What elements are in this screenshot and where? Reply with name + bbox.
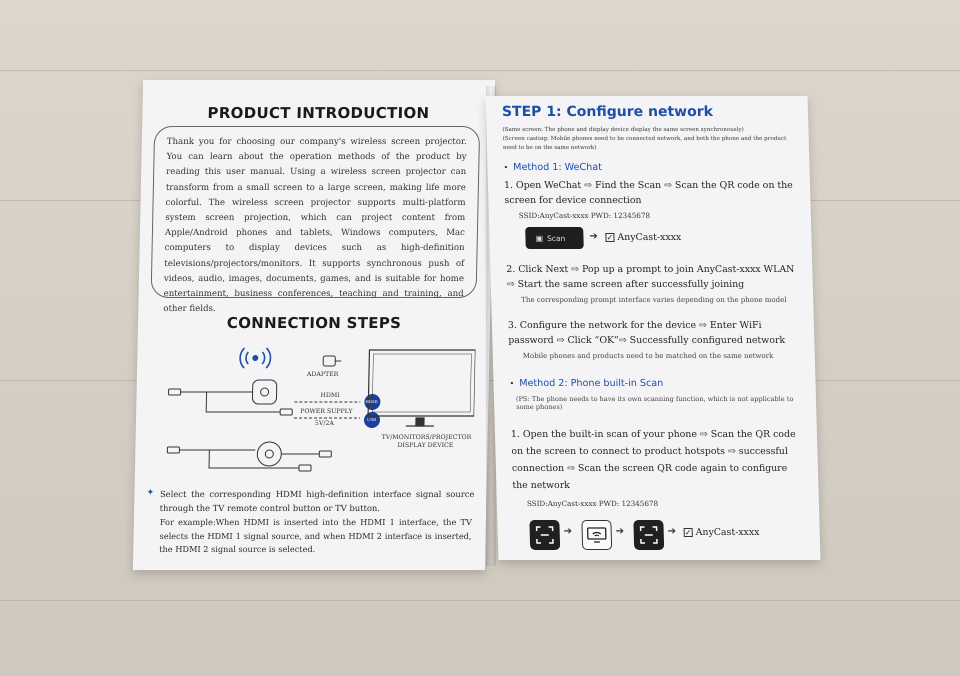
right-page [486,96,821,560]
m1-step3: 3. Configure the network for the device ⇨ Enter WiFi password ⇨ Click “OK”⇨ Successfully configured network [507,320,786,346]
anycast-check-2 [684,527,760,538]
wifi-signal-icon [240,348,271,368]
method2-title: Method 2: Phone built-in Scan [519,378,664,389]
arrow-icon: ➔ [589,231,598,242]
m2-ps-note: (PS: The phone needs to have its own scanning function, which is not applicable to some phones) [515,395,794,411]
scan-icon: ▣ [535,233,544,243]
wifi-tile [581,520,612,550]
qr-scan-icon [640,526,659,544]
m2-step1: 1. Open the built-in scan of your phone ⇨ Scan the QR code on the screen to connect to product hotspots ⇨ successful connection ⇨ Scan the screen QR code again to configure the network [510,429,796,491]
qr-scan-icon [536,526,555,544]
anycast-label: AnyCast-xxxx [617,232,682,243]
method1-heading [503,162,602,173]
connection-diagram [149,342,476,472]
hdmi-badge-text: HDMI [365,399,378,404]
display-label-1: TV/MONITORS/PROJECTOR [381,434,472,441]
m1-step1: 1. Open WeChat ⇨ Find the Scan ⇨ Scan the QR code on the screen for device connection [503,180,793,206]
checkbox-checked-icon: ✓ [606,232,614,242]
diamond-bullet-icon: ✦ [146,488,155,498]
bullet-icon: • [503,163,509,172]
same-screen-note: (Same screen: The phone and display device display the same screen synchronously) [502,127,744,133]
m1-ssid: SSID:AnyCast-xxxx PWD: 12345678 [518,211,651,220]
power-rating-label: 5V/2A [314,420,334,427]
method1-title: Method 1: WeChat [513,162,603,173]
scan-button-label: Scan [546,233,566,243]
product-intro-text: Thank you for choosing our company's wireless screen projector. You can learn about the operation methods of the product by reading this user manual. Using a wireless screen projector can transform from a small screen to a large screen, making life more colorful. The wireless screen projector supports multi-platform system screen projection, which can project content from Apple/Android phones and tablets, Windows computers, Mac computers to display devices such as high-definition televisions/projectors/monitors. It supports synchronous push of videos, audio, images, documents, games, and is suitable for home entertainment, business conferences, teaching and training, and other fields. [163,137,467,315]
adapter-icon [323,356,341,366]
casting-note: (Screen casting: Mobile phones need to be connected network, and both the phone and the product need to be on the same network) [502,136,787,151]
step-title: STEP 1: Configure network [501,104,714,120]
arrow-icon: ➔ [615,526,625,537]
scan-button-illustration [525,227,584,249]
method2-heading [509,378,663,389]
hdmi-note [146,488,475,515]
monitor-icon [368,350,476,426]
dongle-round-icon [167,442,332,471]
hdmi-example-text: For example:When HDMI is inserted into the HDMI 1 interface, the TV selects the HDMI 1 signal source, and when HDMI 2 interface is inserted, the HDMI 2 signal source is selected. [159,517,472,554]
power-supply-label: POWER SUPPLY [300,408,353,415]
usb-badge-text: USB [366,417,377,422]
qr-scan-tile-2 [633,520,664,550]
dongle-icon [168,380,293,415]
arrow-icon: ➔ [563,526,573,537]
m1-step2-sub: The corresponding prompt interface varies depending on the phone model [521,296,787,304]
product-intro-title: PRODUCT INTRODUCTION [207,104,430,122]
wifi-screen-icon [587,527,607,543]
anycast-label-2: AnyCast-xxxx [695,527,760,538]
table-seam [0,70,960,71]
checkbox-checked-icon: ✓ [684,527,692,537]
m2-ssid: SSID:AnyCast-xxxx PWD: 12345678 [526,499,659,508]
connection-diagram-graphic [149,342,476,472]
m1-step2: 2. Click Next ⇨ Pop up a prompt to join AnyCast-xxxx WLAN ⇨ Start the same screen after successfully joining [506,264,795,290]
m1-step3-sub: Mobile phones and products need to be matched on the same network [522,352,774,360]
arrow-icon: ➔ [667,526,677,537]
left-page [133,80,495,570]
table-seam [0,600,960,601]
hdmi-label: HDMI [320,392,340,399]
connection-steps-title: CONNECTION STEPS [226,314,402,332]
bullet-icon: • [509,379,515,388]
intro-box [151,126,481,315]
display-label-2: DISPLAY DEVICE [397,442,454,449]
anycast-check [605,232,681,243]
adapter-label: ADAPTER [306,371,339,378]
qr-scan-tile [529,520,560,550]
hdmi-note-text: Select the corresponding HDMI high-definition interface signal source through the TV remote control button or TV button. [159,489,475,513]
